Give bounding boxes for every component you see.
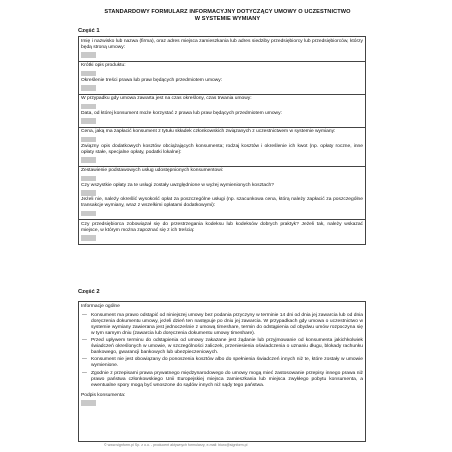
row-services bbox=[79, 166, 365, 220]
field-label-membership-price: Cena, jaką ma zapłacić konsument z tytułu składek członkowskich związanych z uczestnictwem w systemie wymiany: bbox=[81, 129, 336, 134]
input-contract-duration[interactable] bbox=[81, 104, 96, 110]
list-item bbox=[81, 371, 363, 389]
field-label-code-of-conduct: Czy przedsiębiorca zobowiązał się do przestrzegania kodeksu lub kodeksów dobrych praktyk? Jeżeli tak, należy wskazać miejsce, w którym można zapoznać się z ich treścią: bbox=[81, 221, 363, 233]
list-item bbox=[81, 338, 363, 356]
form-title-line-2: W SYSTEMIE WYMIANY bbox=[194, 16, 261, 22]
list-item bbox=[81, 313, 363, 337]
field-label-rights-content: Określenie treści prawa lub praw będących przedmiotem umowy: bbox=[81, 77, 223, 83]
field-label-fee-amounts: Jeżeli nie, należy określić wysokość opłat za poszczególne usługi (np. szacunkowa cena, którą należy zapłacić za poszczególne transakcje wymiany, wraz z wszelkimi opłatami dodatkowymi): bbox=[81, 197, 363, 208]
input-trader-identity[interactable] bbox=[81, 52, 96, 58]
part-2-box bbox=[78, 301, 366, 442]
part-1-label: Część 1 bbox=[78, 28, 100, 34]
field-label-additional-costs: Związny opis dodatkowych kosztów obciążających konsumenta; rodzaj kosztów i określenie ich kwot (np. opłaty roczne, inne opłaty stałe, specjalne opłaty, podatki lokalne): bbox=[81, 143, 363, 155]
field-label-start-date: Data, od której konsument może korzystać z prawa lub praw będących przedmiotem umowy: bbox=[81, 110, 282, 116]
row-product-description bbox=[79, 61, 365, 94]
form-title-line-1: STANDARDOWY FORMULARZ INFORMACYJNY DOTYCZĄCY UMOWY O UCZESTNICTWO bbox=[104, 9, 351, 15]
field-label-fees-included: Czy wszystkie opłaty za te usługi zostały uwzględnione w wyżej wymienionych kosztach? bbox=[81, 182, 274, 188]
input-additional-costs[interactable] bbox=[81, 157, 96, 163]
form-title bbox=[60, 9, 395, 23]
input-basic-services[interactable] bbox=[81, 176, 96, 182]
input-start-date[interactable] bbox=[81, 118, 96, 124]
input-fee-amounts[interactable] bbox=[81, 211, 96, 217]
row-code-of-conduct bbox=[79, 219, 365, 244]
signature-label: Podpis konsumenta: bbox=[81, 392, 126, 398]
part-2-label: Część 2 bbox=[78, 289, 100, 295]
bullet-text-withdrawal-right: Konsument ma prawo odstąpić od niniejszej umowy bez podania przyczyny w terminie 14 dni od dnia jej zawarcia lub od dnia doręczenia dokumentu umowy, jeżeli dzień ten następuje po dniu jej zawarcia. W przypadkach gdy umowa o uczestnictwo w systemie wymiany zawierana jest jednocześnie z umową timeshare, termin do odstąpienia od obydwu umów rozpoczyna się w tym samym dniu (zawarcia lub doręczenia dokumentu umowy timeshare). bbox=[91, 313, 363, 336]
list-item bbox=[81, 357, 363, 369]
dash-bullet-icon: — bbox=[82, 338, 87, 344]
input-rights-content[interactable] bbox=[81, 85, 96, 91]
footer-copyright: © www.signform.pl Sp. z o.o. - producent aktywnych formularzy, e-mail: biuro@signform.pl bbox=[104, 443, 248, 447]
signature-field[interactable] bbox=[81, 400, 96, 406]
input-fees-included[interactable] bbox=[81, 190, 96, 196]
general-info-list bbox=[81, 313, 363, 389]
input-code-of-conduct[interactable] bbox=[81, 235, 96, 241]
row-duration bbox=[79, 94, 365, 127]
bullet-text-advance-payment-ban: Przed upływem terminu do odstąpienia od umowy zakazane jest żądanie lub przyjmowanie od konsumenta jakichkolwiek świadczeń określonych w umowie, w szczególności zaliczek, przeniesienia oświadczenia o uznaniu długu, blokady rachunku bankowego, gwarancji bankowych lub ubezpieczeniowych. bbox=[91, 338, 363, 356]
row-price-costs bbox=[79, 127, 365, 166]
bullet-text-applicable-law: Zgodnie z przepisami prawa prywatnego międzynarodowego do umowy mogą mieć zastosowanie przepisy innego prawa niż prawo państwa członkowskiego Unii Europejskiej miejsca zamieszkania lub miejsca zwykłego pobytu konsumenta, a ewentualne spory mogą być wnoszone do sądów innych niż sądy tego państwa. bbox=[91, 370, 363, 388]
dash-bullet-icon: — bbox=[82, 357, 87, 363]
input-membership-price[interactable] bbox=[81, 137, 96, 143]
input-product-description[interactable] bbox=[81, 71, 96, 77]
general-info-heading: Informacje ogólne bbox=[81, 304, 120, 309]
part-1-table bbox=[78, 36, 366, 245]
field-label-contract-duration: W przypadku gdy umowa zawarta jest na czas określony, czas trwania umowy: bbox=[81, 96, 252, 101]
dash-bullet-icon: — bbox=[82, 313, 87, 318]
field-label-basic-services: Zestawienie podstawowych usług udostępnionych konsumentowi: bbox=[81, 168, 224, 173]
field-label-trader-identity: Imię i nazwisko lub nazwa (firma), oraz adres miejsca zamieszkania lub adres siedziby przedsiębiorcy lub przedsiębiorców, którzy będą stroną umowy: bbox=[81, 38, 363, 50]
bullet-text-no-other-costs: Konsument nie jest obowiązany do ponoszenia kosztów albo do spełnienia świadczeń innych niż te, które zostały w umowie wymienione. bbox=[91, 357, 363, 369]
dash-bullet-icon: — bbox=[82, 370, 87, 376]
field-label-product-description: Krótki opis produktu: bbox=[81, 63, 126, 68]
row-trader-identity bbox=[79, 37, 365, 61]
